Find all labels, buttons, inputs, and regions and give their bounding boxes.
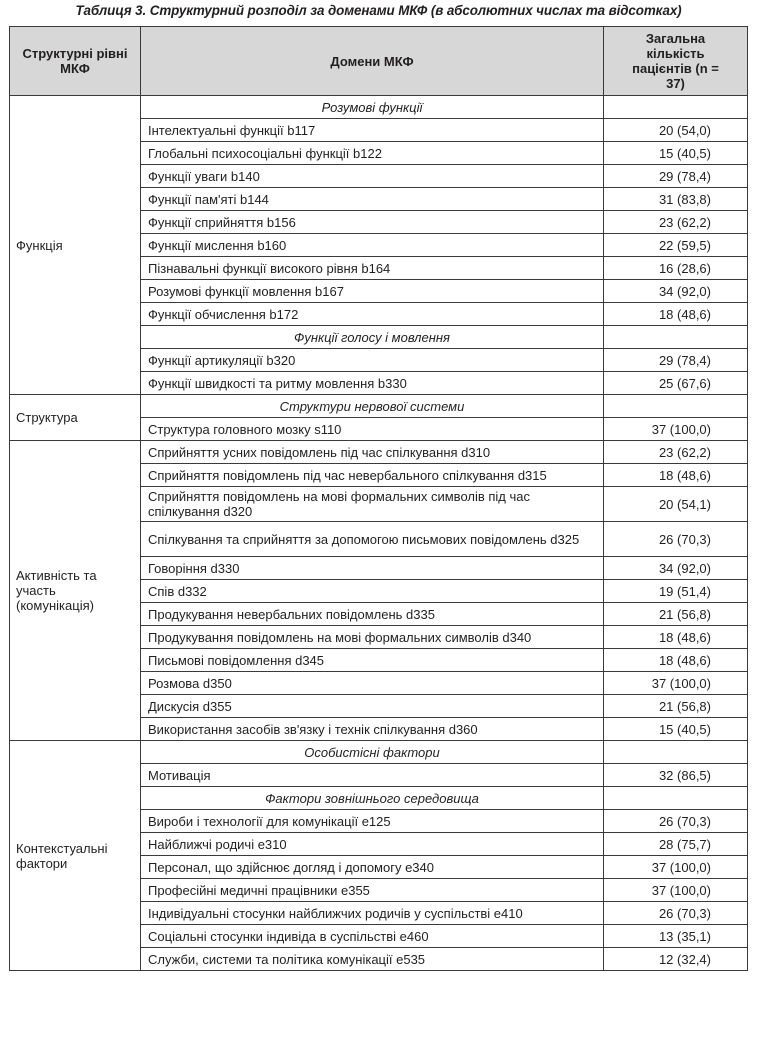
domain-cell: Глобальні психосоціальні функції b122 [141,142,604,165]
table-caption: Таблиця 3. Структурний розподіл за доменами МКФ (в абсолютних числах та відсотках) [75,3,682,18]
patient-count-cell: 29 (78,4) [604,349,748,372]
patient-count-cell: 15 (40,5) [604,142,748,165]
subheading-row [10,96,748,119]
patient-count-cell: 20 (54,0) [604,119,748,142]
empty-cell [604,96,748,119]
patient-count-cell: 21 (56,8) [604,603,748,626]
domain-cell: Функції мислення b160 [141,234,604,257]
domain-cell: Спів d332 [141,580,604,603]
domain-cell: Функції обчислення b172 [141,303,604,326]
empty-cell [604,741,748,764]
patient-count-cell: 18 (48,6) [604,649,748,672]
patient-count-cell: 13 (35,1) [604,925,748,948]
structural-level-cell: Активність та участь (комунікація) [10,441,141,741]
structural-level-cell: Структура [10,395,141,441]
domain-cell: Найближчі родичі e310 [141,833,604,856]
icf-domain-table [9,26,748,971]
patient-count-cell: 22 (59,5) [604,234,748,257]
patient-count-cell: 32 (86,5) [604,764,748,787]
header-domain: Домени МКФ [141,27,604,96]
patient-count-cell: 15 (40,5) [604,718,748,741]
patient-count-cell: 28 (75,7) [604,833,748,856]
header-level: Структурні рівні МКФ [10,27,141,96]
domain-cell: Продукування невербальних повідомлень d335 [141,603,604,626]
domain-subheading: Структури нервової системи [141,395,604,418]
patient-count-cell: 34 (92,0) [604,280,748,303]
domain-cell: Функції уваги b140 [141,165,604,188]
patient-count-cell: 21 (56,8) [604,695,748,718]
table-header-row [10,27,748,96]
patient-count-cell: 16 (28,6) [604,257,748,280]
domain-subheading: Функції голосу і мовлення [141,326,604,349]
domain-cell: Індивідуальні стосунки найближчих родичів у суспільстві e410 [141,902,604,925]
domain-cell: Розмова d350 [141,672,604,695]
patient-count-cell: 19 (51,4) [604,580,748,603]
domain-cell: Спілкування та сприйняття за допомогою письмових повідомлень d325 [141,522,604,557]
domain-cell: Функції сприйняття b156 [141,211,604,234]
empty-cell [604,326,748,349]
subheading-row [10,395,748,418]
table-body [10,96,748,971]
domain-cell: Персонал, що здійснює догляд і допомогу e340 [141,856,604,879]
subheading-row [10,741,748,764]
patient-count-cell: 29 (78,4) [604,165,748,188]
patient-count-cell: 20 (54,1) [604,487,748,522]
patient-count-cell: 26 (70,3) [604,810,748,833]
patient-count-cell: 26 (70,3) [604,902,748,925]
patient-count-cell: 37 (100,0) [604,672,748,695]
patient-count-cell: 37 (100,0) [604,418,748,441]
domain-subheading: Розумові функції [141,96,604,119]
patient-count-cell: 18 (48,6) [604,464,748,487]
domain-cell: Розумові функції мовлення b167 [141,280,604,303]
patient-count-cell: 34 (92,0) [604,557,748,580]
domain-cell: Інтелектуальні функції b117 [141,119,604,142]
patient-count-cell: 37 (100,0) [604,856,748,879]
domain-cell: Сприйняття усних повідомлень під час спілкування d310 [141,441,604,464]
patient-count-cell: 18 (48,6) [604,303,748,326]
structural-level-cell: Контекстуальні фактори [10,741,141,971]
domain-cell: Дискусія d355 [141,695,604,718]
domain-subheading: Фактори зовнішнього середовища [141,787,604,810]
structural-level-cell: Функція [10,96,141,395]
table-row [10,441,748,464]
domain-subheading: Особистісні фактори [141,741,604,764]
domain-cell: Сприйняття повідомлень на мові формальних символів під час спілкування d320 [141,487,604,522]
domain-cell: Служби, системи та політика комунікації e535 [141,948,604,971]
domain-cell: Вироби і технології для комунікації e125 [141,810,604,833]
patient-count-cell: 31 (83,8) [604,188,748,211]
domain-cell: Функції пам'яті b144 [141,188,604,211]
patient-count-cell: 18 (48,6) [604,626,748,649]
domain-cell: Функції швидкості та ритму мовлення b330 [141,372,604,395]
patient-count-cell: 25 (67,6) [604,372,748,395]
patient-count-cell: 12 (32,4) [604,948,748,971]
patient-count-cell: 23 (62,2) [604,441,748,464]
empty-cell [604,395,748,418]
domain-cell: Функції артикуляції b320 [141,349,604,372]
domain-cell: Говоріння d330 [141,557,604,580]
domain-cell: Пізнавальні функції високого рівня b164 [141,257,604,280]
domain-cell: Письмові повідомлення d345 [141,649,604,672]
domain-cell: Продукування повідомлень на мові формальних символів d340 [141,626,604,649]
domain-cell: Сприйняття повідомлень під час невербального спілкування d315 [141,464,604,487]
domain-cell: Професійні медичні працівники e355 [141,879,604,902]
domain-cell: Структура головного мозку s110 [141,418,604,441]
patient-count-cell: 37 (100,0) [604,879,748,902]
patient-count-cell: 26 (70,3) [604,522,748,557]
domain-cell: Соціальні стосунки індивіда в суспільстві e460 [141,925,604,948]
header-total: Загальна кількість пацієнтів (n = 37) [604,27,748,96]
empty-cell [604,787,748,810]
domain-cell: Мотивація [141,764,604,787]
patient-count-cell: 23 (62,2) [604,211,748,234]
domain-cell: Використання засобів зв'язку і технік спілкування d360 [141,718,604,741]
